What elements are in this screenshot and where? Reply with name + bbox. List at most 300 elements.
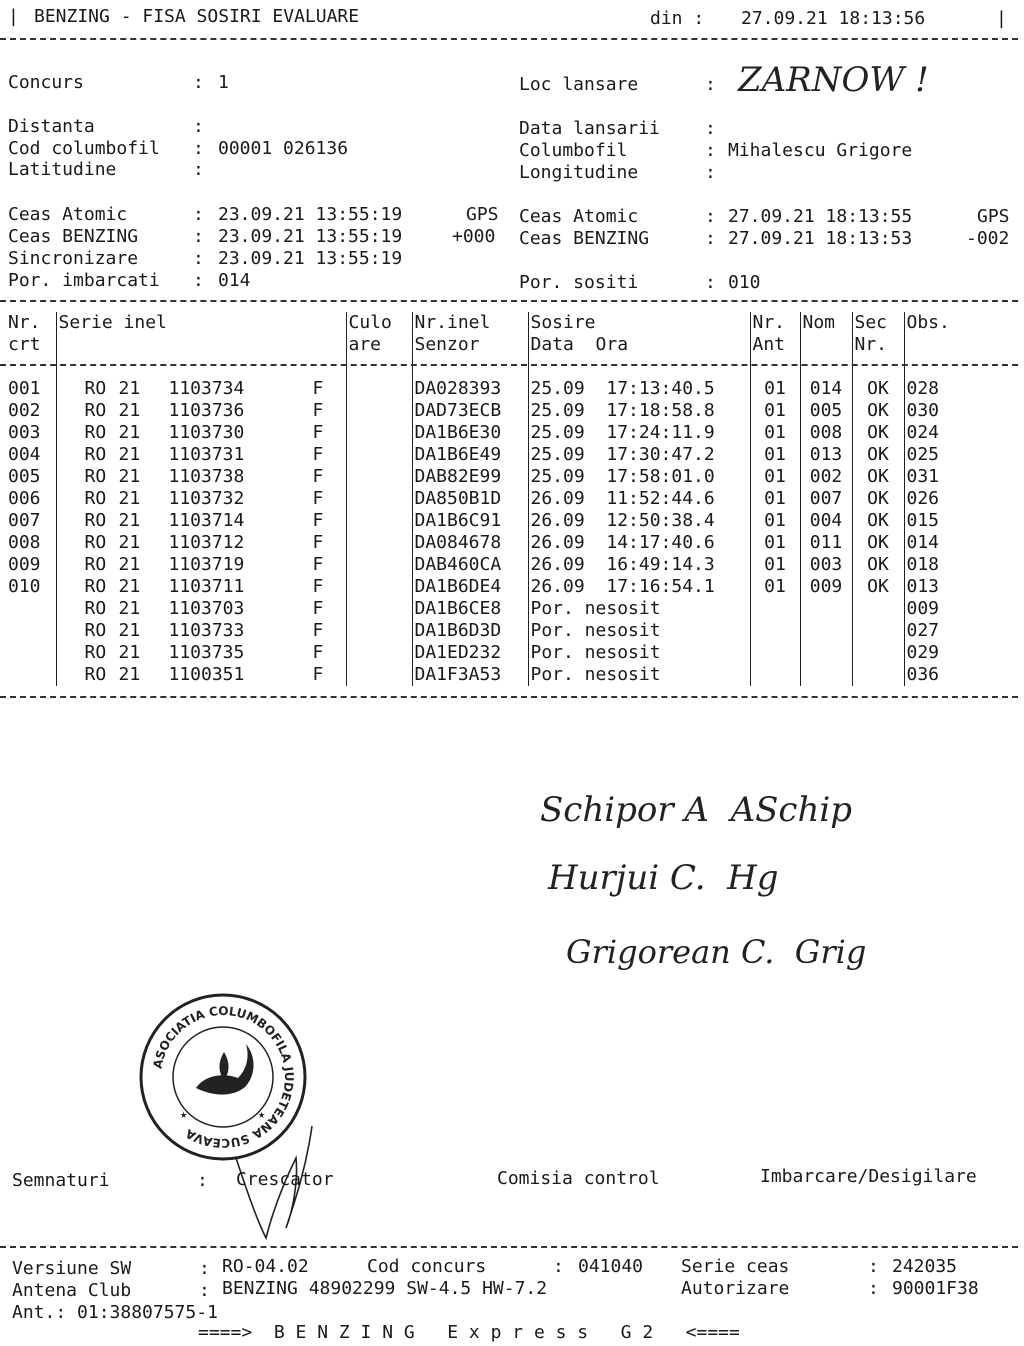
colon: : <box>193 116 204 137</box>
cell-obs: 018 <box>906 554 940 575</box>
cell-nom: 008 <box>800 422 852 444</box>
cell-ring: 1103736 <box>168 400 245 421</box>
stamp-text: ASOCIATIA COLUMBOFILA JUDETEANA SUCEAVA <box>150 1003 297 1151</box>
gps-tag: GPS <box>466 204 499 225</box>
cell-sosire: 25.09 17:30:47.2 <box>528 444 750 466</box>
cell-obs: 030 <box>906 400 940 421</box>
cell-serie <box>56 642 346 664</box>
cell-culoare <box>346 620 412 642</box>
cell-year: 21 <box>118 642 141 663</box>
cell-serie <box>56 664 346 686</box>
cell-culoare <box>346 422 412 444</box>
cell-sosire: 25.09 17:18:58.8 <box>528 400 750 422</box>
header-cell: Nom <box>800 312 852 334</box>
cell-senzor: DA028393 <box>412 378 528 400</box>
cell-nr: 007 <box>6 510 56 532</box>
antenna-id: Ant.: 01:38807575-1 <box>12 1302 218 1323</box>
table-row <box>6 576 1014 598</box>
cell-nom: 003 <box>800 554 852 576</box>
cell-year: 21 <box>118 620 141 641</box>
versiune-label: Versiune SW <box>12 1258 132 1279</box>
crescator-label: Crescator <box>236 1169 334 1190</box>
cell-sex: F <box>312 422 324 443</box>
header-left-bar: | <box>8 6 19 27</box>
table-row <box>6 510 1014 532</box>
ceas-benzing-left-value: 23.09.21 13:55:19 <box>218 226 403 247</box>
cod-concurs-label: Cod concurs <box>367 1256 487 1277</box>
cell-nom: 007 <box>800 488 852 510</box>
cell-sosire: Por. nesosit <box>528 620 750 642</box>
cell-country: RO <box>84 598 107 619</box>
cell-sec: OK <box>852 488 904 510</box>
cell-culoare <box>346 642 412 664</box>
cell-sec: OK <box>852 554 904 576</box>
footer-divider <box>0 1246 1018 1248</box>
table-row <box>6 532 1014 554</box>
ceas-atomic-left-value: 23.09.21 13:55:19 <box>218 204 403 225</box>
cell-sex: F <box>312 576 324 597</box>
latitudine-label: Latitudine <box>8 159 117 180</box>
cell-nr: 009 <box>6 554 56 576</box>
cell-culoare <box>346 554 412 576</box>
cell-senzor: DA1B6E49 <box>412 444 528 466</box>
cell-serie <box>56 466 346 488</box>
cell-senzor: DA084678 <box>412 532 528 554</box>
table-row <box>6 642 1014 664</box>
imbarcare-label: Imbarcare/Desigilare <box>760 1166 977 1187</box>
pigeon-icon <box>196 1044 254 1095</box>
colon: : <box>705 140 716 161</box>
imbarcati-label: Por. imbarcati <box>8 270 160 291</box>
cell-sec: OK <box>852 422 904 444</box>
cell-sex: F <box>312 620 324 641</box>
cell-ring: 1103719 <box>168 554 245 575</box>
cell-serie <box>56 554 346 576</box>
cell-obs: 025 <box>906 444 940 465</box>
table-row <box>6 664 1014 686</box>
cell-year: 21 <box>118 488 141 509</box>
sincronizare-label: Sincronizare <box>8 248 139 269</box>
cell-senzor: DA1B6C91 <box>412 510 528 532</box>
header-cell: Obs. <box>906 312 950 333</box>
cell-sex: F <box>312 444 324 465</box>
cell-sec <box>852 598 904 620</box>
ceas-atomic-label: Ceas Atomic <box>8 204 128 225</box>
colon: : <box>199 1280 210 1301</box>
header-cell: Ant <box>750 334 800 356</box>
header-cell: crt <box>6 334 56 356</box>
header-cell: Data Ora <box>528 334 750 356</box>
cell-sex: F <box>312 400 324 421</box>
cell-senzor: DA1F3A53 <box>412 664 528 686</box>
cell-ring: 1103738 <box>168 466 245 487</box>
cell-sosire: Por. nesosit <box>528 664 750 686</box>
cell-sec <box>852 664 904 686</box>
cell-culoare <box>346 510 412 532</box>
cell-sosire: 26.09 12:50:38.4 <box>528 510 750 532</box>
offset-left: +000 <box>452 226 496 247</box>
colon: : <box>705 162 716 183</box>
cell-culoare <box>346 466 412 488</box>
cell-nr: 010 <box>6 576 56 598</box>
date-label: din : <box>650 8 705 29</box>
cell-country: RO <box>84 466 107 487</box>
colon: : <box>197 1170 208 1191</box>
comisia-control-label: Comisia control <box>497 1168 660 1189</box>
cell-nom: 005 <box>800 400 852 422</box>
table-row <box>6 554 1014 576</box>
versiune-value: RO-04.02 <box>222 1256 309 1277</box>
cell-senzor: DA1B6E30 <box>412 422 528 444</box>
cell-culoare <box>346 576 412 598</box>
cell-sec <box>852 642 904 664</box>
cell-ant: 01 <box>750 422 800 444</box>
cell-sex: F <box>312 598 324 619</box>
cell-serie <box>56 620 346 642</box>
cell-ant: 01 <box>750 400 800 422</box>
imbarcati-value: 014 <box>218 270 251 291</box>
cell-senzor: DAB82E99 <box>412 466 528 488</box>
table-row <box>6 400 1014 422</box>
table-row <box>6 620 1014 642</box>
cell-ant <box>750 598 800 620</box>
header-cell: are <box>346 334 412 356</box>
columbofil-value: Mihalescu Grigore <box>728 140 913 161</box>
cell-ring: 1103732 <box>168 488 245 509</box>
cell-nom: 004 <box>800 510 852 532</box>
header-cell: Nr. <box>6 312 56 334</box>
cell-nr <box>6 620 56 642</box>
cell-ant <box>750 664 800 686</box>
cell-senzor: DA1ED232 <box>412 642 528 664</box>
cell-senzor: DA1B6CE8 <box>412 598 528 620</box>
cell-nr <box>6 664 56 686</box>
colon: : <box>705 74 716 95</box>
cell-nom <box>800 598 852 620</box>
cod-concurs-value: 041040 <box>578 1256 644 1277</box>
serie-ceas-value: 242035 <box>892 1256 958 1277</box>
cell-ant <box>750 642 800 664</box>
cell-culoare <box>346 378 412 400</box>
cell-ring: 1103714 <box>168 510 245 531</box>
cell-ring: 1103734 <box>168 378 245 399</box>
ceas-atomic-right-value: 27.09.21 18:13:55 <box>728 206 913 227</box>
cell-year: 21 <box>118 510 141 531</box>
cell-nr: 008 <box>6 532 56 554</box>
cell-sec: OK <box>852 510 904 532</box>
cell-nom: 009 <box>800 576 852 598</box>
cell-sex: F <box>312 466 324 487</box>
cell-sec: OK <box>852 378 904 400</box>
table-header-row-2 <box>6 334 1014 356</box>
cod-columbofil-value: 00001 026136 <box>218 138 349 159</box>
cell-nom: 013 <box>800 444 852 466</box>
cell-senzor: DA1B6DE4 <box>412 576 528 598</box>
cell-year: 21 <box>118 444 141 465</box>
cell-nr: 005 <box>6 466 56 488</box>
cell-year: 21 <box>118 400 141 421</box>
handwritten-name-1: Schipor A ASchip <box>540 790 852 830</box>
colon: : <box>193 72 215 93</box>
cell-nr: 006 <box>6 488 56 510</box>
loc-lansare-value: ZARNOW ! <box>738 60 929 100</box>
cell-sosire: 25.09 17:13:40.5 <box>528 378 750 400</box>
header-cell: Nr. <box>852 334 904 356</box>
cell-ant: 01 <box>750 444 800 466</box>
semnaturi-label: Semnaturi <box>12 1170 110 1191</box>
cell-sosire: 26.09 14:17:40.6 <box>528 532 750 554</box>
header-cell: Nr. <box>750 312 800 334</box>
cell-sosire: Por. nesosit <box>528 642 750 664</box>
cell-country: RO <box>84 444 107 465</box>
cell-obs: 031 <box>906 466 940 487</box>
cell-ring: 1103733 <box>168 620 245 641</box>
antena-label: Antena Club <box>12 1280 132 1301</box>
cell-sosire: 25.09 17:58:01.0 <box>528 466 750 488</box>
colon: : <box>705 118 716 139</box>
cell-obs: 015 <box>906 510 940 531</box>
cell-nr: 003 <box>6 422 56 444</box>
cell-serie <box>56 488 346 510</box>
cell-obs: 029 <box>906 642 940 663</box>
gps-tag: GPS <box>977 206 1010 227</box>
cell-year: 21 <box>118 422 141 443</box>
cell-obs: 014 <box>906 532 940 553</box>
cell-serie <box>56 422 346 444</box>
header-cell: Sosire <box>528 312 750 334</box>
header-cell: Sec <box>852 312 904 334</box>
cell-culoare <box>346 532 412 554</box>
cell-sosire: Por. nesosit <box>528 598 750 620</box>
table-row <box>6 378 1014 400</box>
colon: : <box>193 270 204 291</box>
cell-sosire: 26.09 17:16:54.1 <box>528 576 750 598</box>
cell-year: 21 <box>118 466 141 487</box>
cell-sec <box>852 620 904 642</box>
cell-sex: F <box>312 510 324 531</box>
autorizare-value: 90001F38 <box>892 1278 979 1299</box>
cell-nr: 002 <box>6 400 56 422</box>
cell-country: RO <box>84 378 107 399</box>
offset-right: -002 <box>966 228 1010 249</box>
cell-culoare <box>346 598 412 620</box>
header-cell <box>800 334 852 356</box>
ceas-benzing-label-right: Ceas BENZING <box>519 228 650 249</box>
serie-ceas-label: Serie ceas <box>681 1256 790 1277</box>
colon: : <box>705 206 716 227</box>
cell-serie <box>56 532 346 554</box>
cell-year: 21 <box>118 532 141 553</box>
cell-nom: 014 <box>800 378 852 400</box>
loc-lansare-label: Loc lansare <box>519 74 639 95</box>
cell-ring: 1103731 <box>168 444 245 465</box>
header-cell: Culo <box>346 312 412 334</box>
longitudine-label: Longitudine <box>519 162 639 183</box>
cell-year: 21 <box>118 378 141 399</box>
cell-sex: F <box>312 554 324 575</box>
colon: : <box>193 159 204 180</box>
table-row <box>6 422 1014 444</box>
colon: : <box>193 138 204 159</box>
cell-ant <box>750 620 800 642</box>
cell-obs: 009 <box>906 598 940 619</box>
header-cell <box>56 334 346 356</box>
cell-nom <box>800 642 852 664</box>
colon: : <box>553 1256 564 1277</box>
ceas-benzing-right-value: 27.09.21 18:13:53 <box>728 228 913 249</box>
colon: : <box>193 204 204 225</box>
table-header-row-1 <box>6 312 1014 334</box>
colon: : <box>868 1278 879 1299</box>
autorizare-label: Autorizare <box>681 1278 790 1299</box>
table-body <box>6 378 1014 686</box>
concurs-value: 1 <box>218 72 229 93</box>
document-title: BENZING - FISA SOSIRI EVALUARE <box>34 6 360 27</box>
cod-columbofil-label: Cod columbofil <box>8 138 160 159</box>
handwritten-name-3: Grigorean C. Grig <box>566 933 867 971</box>
cell-nom <box>800 664 852 686</box>
header-cell: Senzor <box>412 334 528 356</box>
table-row <box>6 444 1014 466</box>
sositi-value: 010 <box>728 272 761 293</box>
cell-serie <box>56 598 346 620</box>
distanta-label: Distanta <box>8 116 95 137</box>
cell-sex: F <box>312 664 324 685</box>
cell-sex: F <box>312 488 324 509</box>
cell-sosire: 26.09 16:49:14.3 <box>528 554 750 576</box>
cell-senzor: DAB460CA <box>412 554 528 576</box>
header-spacer <box>6 356 1014 378</box>
cell-serie <box>56 510 346 532</box>
cell-ant: 01 <box>750 488 800 510</box>
header-cell <box>904 334 1014 356</box>
cell-nr: 001 <box>6 378 56 400</box>
colon: : <box>193 248 204 269</box>
header-right-bar: | <box>996 8 1007 29</box>
cell-sec: OK <box>852 466 904 488</box>
table-bottom-divider <box>0 696 1018 698</box>
arrivals-table <box>6 312 1014 686</box>
colon: : <box>199 1258 210 1279</box>
cell-serie <box>56 576 346 598</box>
cell-senzor: DAD73ECB <box>412 400 528 422</box>
sincronizare-value: 23.09.21 13:55:19 <box>218 248 403 269</box>
cell-nom: 002 <box>800 466 852 488</box>
cell-sex: F <box>312 378 324 399</box>
concurs-label: Concurs <box>8 72 84 93</box>
cell-sosire: 25.09 17:24:11.9 <box>528 422 750 444</box>
cell-country: RO <box>84 488 107 509</box>
cell-country: RO <box>84 642 107 663</box>
cell-ring: 1103711 <box>168 576 245 597</box>
cell-ring: 1100351 <box>168 664 245 685</box>
cell-country: RO <box>84 510 107 531</box>
cell-ant: 01 <box>750 510 800 532</box>
colon: : <box>193 226 204 247</box>
cell-year: 21 <box>118 664 141 685</box>
colon: : <box>705 228 716 249</box>
cell-nr: 004 <box>6 444 56 466</box>
cell-nom: 011 <box>800 532 852 554</box>
handwritten-name-2: Hurjui C. Hg <box>548 858 779 898</box>
cell-obs: 013 <box>906 576 940 597</box>
table-header <box>6 312 1014 378</box>
brand-banner: ====> B E N Z I N G E x p r e s s G 2 <==== <box>198 1322 740 1343</box>
cell-obs: 028 <box>906 378 940 399</box>
cell-ring: 1103703 <box>168 598 245 619</box>
cell-senzor: DA1B6D3D <box>412 620 528 642</box>
data-lansarii-label: Data lansarii <box>519 118 660 139</box>
cell-country: RO <box>84 576 107 597</box>
cell-ant: 01 <box>750 554 800 576</box>
cell-culoare <box>346 488 412 510</box>
cell-country: RO <box>84 664 107 685</box>
columbofil-label: Columbofil <box>519 140 628 161</box>
cell-ant: 01 <box>750 532 800 554</box>
cell-country: RO <box>84 532 107 553</box>
cell-nr <box>6 598 56 620</box>
cell-year: 21 <box>118 576 141 597</box>
cell-nom <box>800 620 852 642</box>
cell-country: RO <box>84 620 107 641</box>
star-icon: ★ <box>180 1107 188 1121</box>
cell-ring: 1103730 <box>168 422 245 443</box>
table-top-divider <box>0 300 1018 302</box>
cell-serie <box>56 400 346 422</box>
cell-culoare <box>346 664 412 686</box>
table-row <box>6 488 1014 510</box>
cell-sec: OK <box>852 576 904 598</box>
header-row-divider <box>0 364 1018 366</box>
table-row <box>6 466 1014 488</box>
star-icon: ★ <box>258 1107 266 1121</box>
cell-country: RO <box>84 400 107 421</box>
colon: : <box>868 1256 879 1277</box>
sositi-label: Por. sositi <box>519 272 639 293</box>
cell-culoare <box>346 400 412 422</box>
antena-value: BENZING 48902299 SW-4.5 HW-7.2 <box>222 1278 548 1299</box>
cell-year: 21 <box>118 554 141 575</box>
cell-sec: OK <box>852 532 904 554</box>
ceas-benzing-label: Ceas BENZING <box>8 226 139 247</box>
date-value: 27.09.21 18:13:56 <box>741 8 926 29</box>
cell-obs: 036 <box>906 664 940 685</box>
cell-year: 21 <box>118 598 141 619</box>
cell-serie <box>56 444 346 466</box>
cell-culoare <box>346 444 412 466</box>
header-divider <box>0 38 1018 40</box>
cell-nr <box>6 642 56 664</box>
cell-sex: F <box>312 532 324 553</box>
ceas-atomic-label-right: Ceas Atomic <box>519 206 639 227</box>
cell-sec: OK <box>852 400 904 422</box>
header-cell: Serie inel <box>56 312 346 334</box>
table-row <box>6 598 1014 620</box>
cell-obs: 024 <box>906 422 940 443</box>
cell-ant: 01 <box>750 576 800 598</box>
cell-ring: 1103712 <box>168 532 245 553</box>
cell-senzor: DA850B1D <box>412 488 528 510</box>
cell-ant: 01 <box>750 466 800 488</box>
cell-obs: 027 <box>906 620 940 641</box>
cell-sex: F <box>312 642 324 663</box>
cell-ring: 1103735 <box>168 642 245 663</box>
cell-obs: 026 <box>906 488 940 509</box>
cell-sosire: 26.09 11:52:44.6 <box>528 488 750 510</box>
cell-ant: 01 <box>750 378 800 400</box>
colon: : <box>705 272 716 293</box>
header-cell: Nr.inel <box>412 312 528 334</box>
